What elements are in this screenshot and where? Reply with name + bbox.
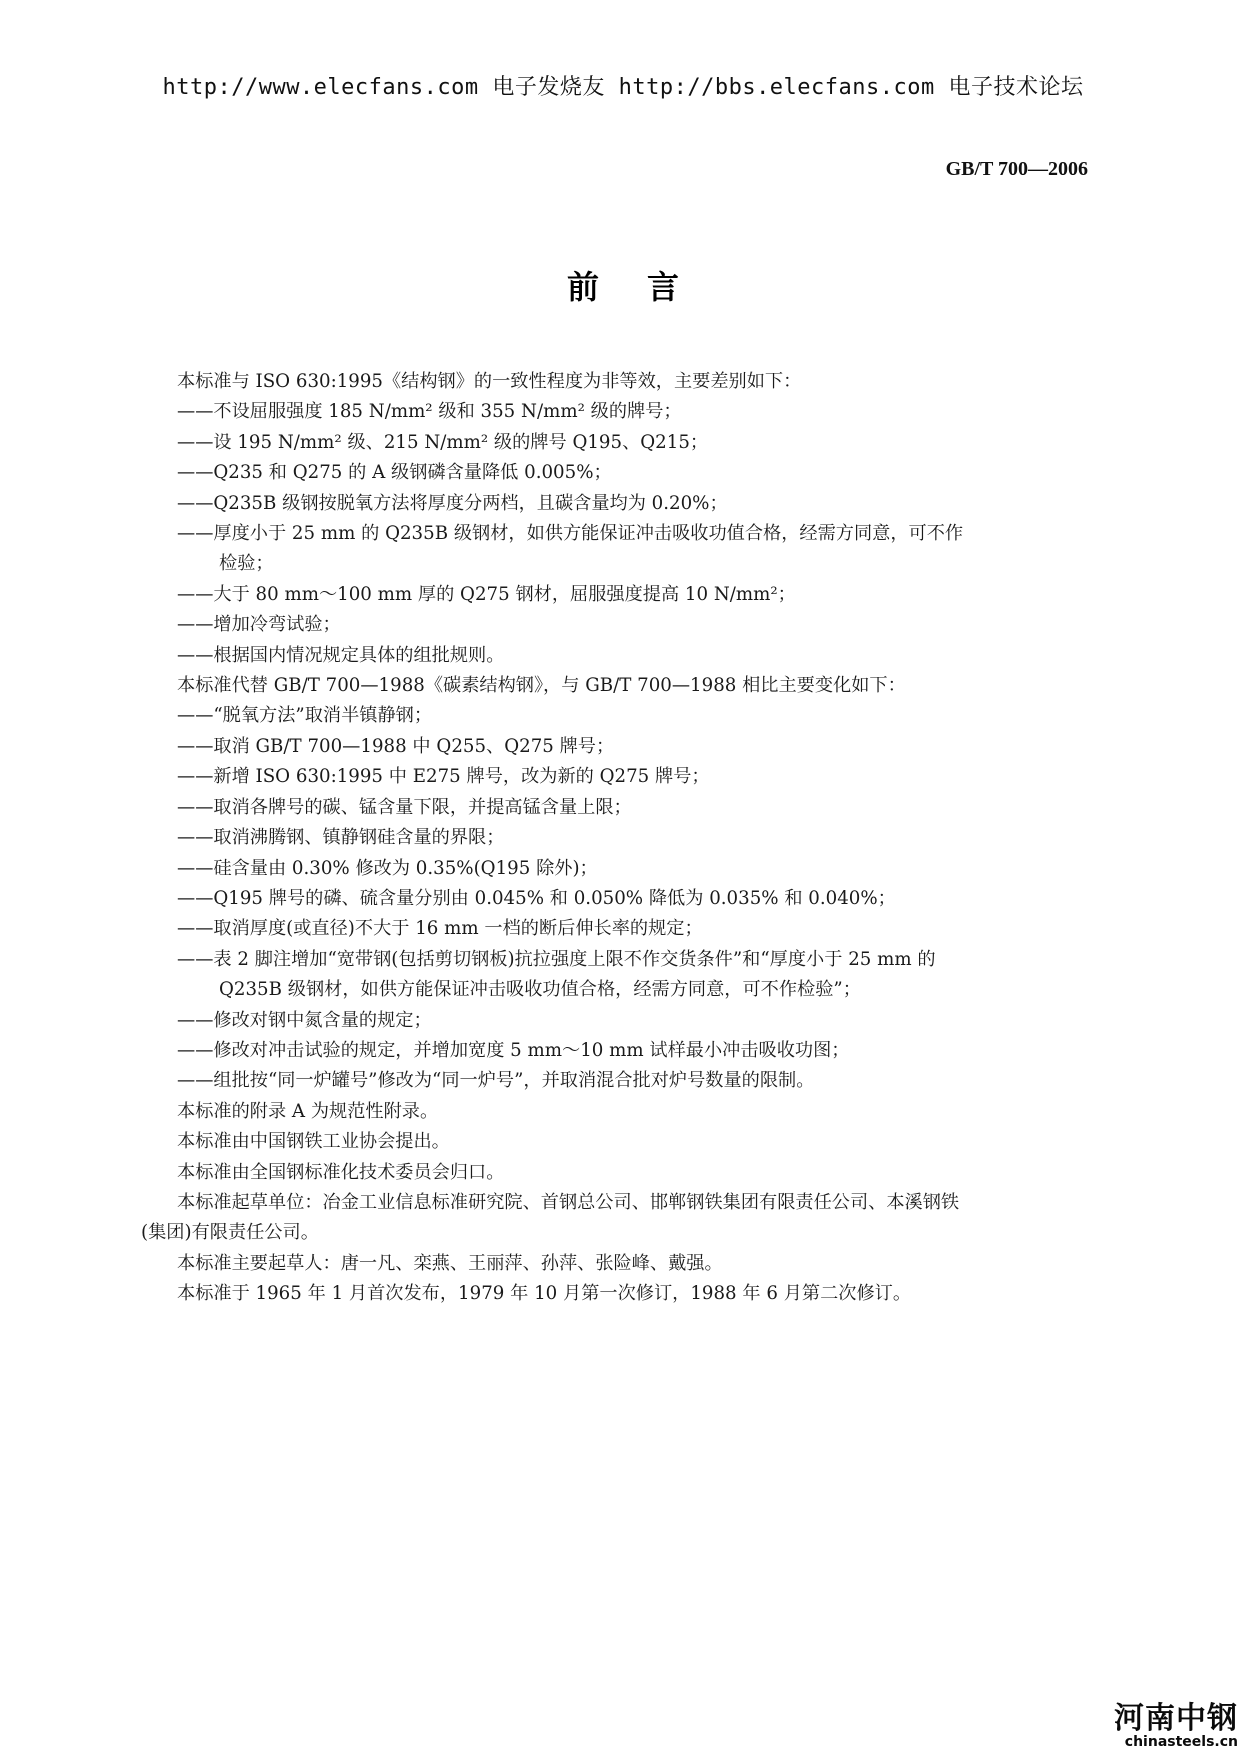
paragraph-continuation: (集团)有限责任公司。 xyxy=(141,1222,319,1244)
list-item: ——新增 ISO 630:1995 中 E275 牌号，改为新的 Q275 牌号； xyxy=(177,766,710,788)
paragraph: 本标准的附录 A 为规范性附录。 xyxy=(177,1100,439,1122)
watermark-en: chinasteels.cn xyxy=(1124,1734,1238,1750)
list-item: ——Q235 和 Q275 的 A 级钢磷含量降低 0.005%； xyxy=(177,462,612,484)
list-item: ——不设屈服强度 185 N/mm² 级和 355 N/mm² 级的牌号； xyxy=(177,401,682,423)
list-item: ——取消各牌号的碳、锰含量下限，并提高锰含量上限； xyxy=(177,796,632,818)
list-item: ——Q235B 级钢按脱氧方法将厚度分两档，且碳含量均为 0.20%； xyxy=(177,492,728,514)
standard-code: GB/T 700—2006 xyxy=(945,158,1088,180)
list-item: ——表 2 脚注增加“宽带钢(包括剪切钢板)抗拉强度上限不作交货条件”和“厚度小于 25 mm 的 xyxy=(177,948,936,970)
list-item: ——取消厚度(或直径)不大于 16 mm 一档的断后伸长率的规定； xyxy=(177,918,703,940)
watermark-cn: 河南中钢 xyxy=(1114,1701,1238,1736)
list-item-continuation: Q235B 级钢材，如供方能保证冲击吸收功值合格，经需方同意，可不作检验”； xyxy=(219,979,861,1001)
list-item: ——修改对冲击试验的规定，并增加宽度 5 mm～10 mm 试样最小冲击吸收功图； xyxy=(177,1039,850,1061)
list-item: ——取消沸腾钢、镇静钢硅含量的界限； xyxy=(177,827,505,849)
paragraph: 本标准于 1965 年 1 月首次发布，1979 年 10 月第一次修订，1988 年 6 月第二次修订。 xyxy=(177,1283,912,1305)
paragraph: 本标准由中国钢铁工业协会提出。 xyxy=(177,1131,450,1153)
list-item: ——Q195 牌号的磷、硫含量分别由 0.045% 和 0.050% 降低为 0.035% 和 0.040%； xyxy=(177,887,896,909)
paragraph: 本标准与 ISO 630:1995《结构钢》的一致性程度为非等效，主要差别如下： xyxy=(177,371,802,392)
watermark-logo xyxy=(1114,1701,1238,1750)
list-item: ——“脱氧方法”取消半镇静钢； xyxy=(177,705,433,727)
list-item: ——设 195 N/mm² 级、215 N/mm² 级的牌号 Q195、Q215； xyxy=(177,431,709,453)
list-item: ——大于 80 mm～100 mm 厚的 Q275 钢材，屈服强度提高 10 N/mm²； xyxy=(177,583,796,605)
header-url-line: http://www.elecfans.com 电子发烧友 http://bbs.elecfans.com 电子技术论坛 xyxy=(162,75,1084,100)
list-item: ——组批按“同一炉罐号”修改为“同一炉号”，并取消混合批对炉号数量的限制。 xyxy=(177,1070,815,1092)
list-item: ——根据国内情况规定具体的组批规则。 xyxy=(177,644,505,666)
list-item: ——硅含量由 0.30% 修改为 0.35%(Q195 除外)； xyxy=(177,857,598,879)
paragraph: 本标准主要起草人：唐一凡、栾燕、王丽萍、孙萍、张险峰、戴强。 xyxy=(177,1252,723,1274)
list-item: ——取消 GB/T 700—1988 中 Q255、Q275 牌号； xyxy=(177,735,615,757)
list-item: ——增加冷弯试验； xyxy=(177,614,341,636)
paragraph: 本标准代替 GB/T 700—1988《碳素结构钢》，与 GB/T 700—1988 相比主要变化如下： xyxy=(177,675,906,697)
paragraph: 本标准由全国钢标准化技术委员会归口。 xyxy=(177,1161,505,1183)
page-title: 前言 xyxy=(566,268,727,306)
list-item: ——厚度小于 25 mm 的 Q235B 级钢材，如供方能保证冲击吸收功值合格，经需方同意，可不作 xyxy=(177,523,964,545)
list-item: ——修改对钢中氮含量的规定； xyxy=(177,1009,432,1031)
paragraph: 本标准起草单位：冶金工业信息标准研究院、首钢总公司、邯郸钢铁集团有限责任公司、本溪钢铁 xyxy=(177,1191,960,1213)
document-body xyxy=(141,367,1086,1310)
list-item-continuation: 检验； xyxy=(219,553,274,575)
